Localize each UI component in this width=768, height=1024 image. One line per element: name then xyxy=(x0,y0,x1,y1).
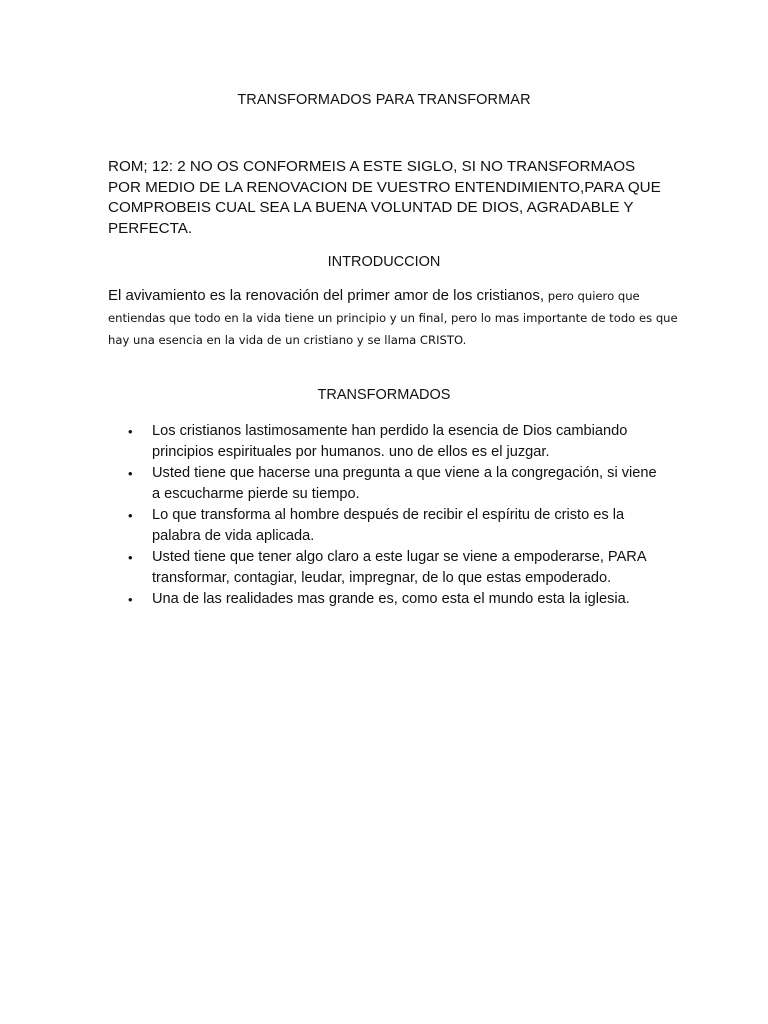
list-item-text: Los cristianos lastimosamente han perdido la esencia de Dios cambiando principios espirituales por humanos. uno de ellos es el juzgar. xyxy=(152,423,628,460)
list-item-text: Usted tiene que hacerse una pregunta a que viene a la congregación, si viene a escucharme pierde su tiempo. xyxy=(152,465,657,502)
list-item xyxy=(128,421,658,463)
introduction-rest: pero quiero que entiendas que todo en la vida tiene un principio y un final, pero lo mas importante de todo es que hay una esencia en la vida de un cristiano y se llama CRISTO. xyxy=(108,289,678,347)
list-item-text: Una de las realidades mas grande es, como esta el mundo esta la iglesia. xyxy=(152,591,630,607)
introduction-heading: INTRODUCCION xyxy=(327,254,441,270)
list-item-text: Lo que transforma al hombre después de recibir el espíritu de cristo es la palabra de vida aplicada. xyxy=(152,507,625,544)
list-item xyxy=(128,589,658,610)
introduction-paragraph xyxy=(108,285,683,351)
bible-verse: ROM; 12: 2 NO OS CONFORMEIS A ESTE SIGLO, SI NO TRANSFORMAOS POR MEDIO DE LA RENOVACION DE VUESTRO ENTENDIMIENTO,PARA QUE COMPROBEIS CUAL SEA LA BUENA VOLUNTAD DE DIOS, AGRADABLE Y PERFECTA. xyxy=(108,158,661,237)
bullet-icon: • xyxy=(128,508,133,523)
document-title: TRANSFORMADOS PARA TRANSFORMAR xyxy=(237,92,531,108)
introduction-lead: El avivamiento es la renovación del primer amor de los cristianos, xyxy=(108,287,545,304)
list-item xyxy=(128,505,658,547)
list-item xyxy=(128,463,658,505)
list-item-text: Usted tiene que tener algo claro a este lugar se viene a empoderarse, PARA transformar, contagiar, leudar, impregnar, de lo que estas empoderado. xyxy=(152,549,646,586)
list-item xyxy=(128,547,658,589)
bullet-icon: • xyxy=(128,592,133,607)
bullet-icon: • xyxy=(128,466,133,481)
bullet-icon: • xyxy=(128,550,133,565)
section-heading: TRANSFORMADOS xyxy=(317,387,451,403)
bullet-icon: • xyxy=(128,424,133,439)
bullet-list xyxy=(128,421,658,610)
